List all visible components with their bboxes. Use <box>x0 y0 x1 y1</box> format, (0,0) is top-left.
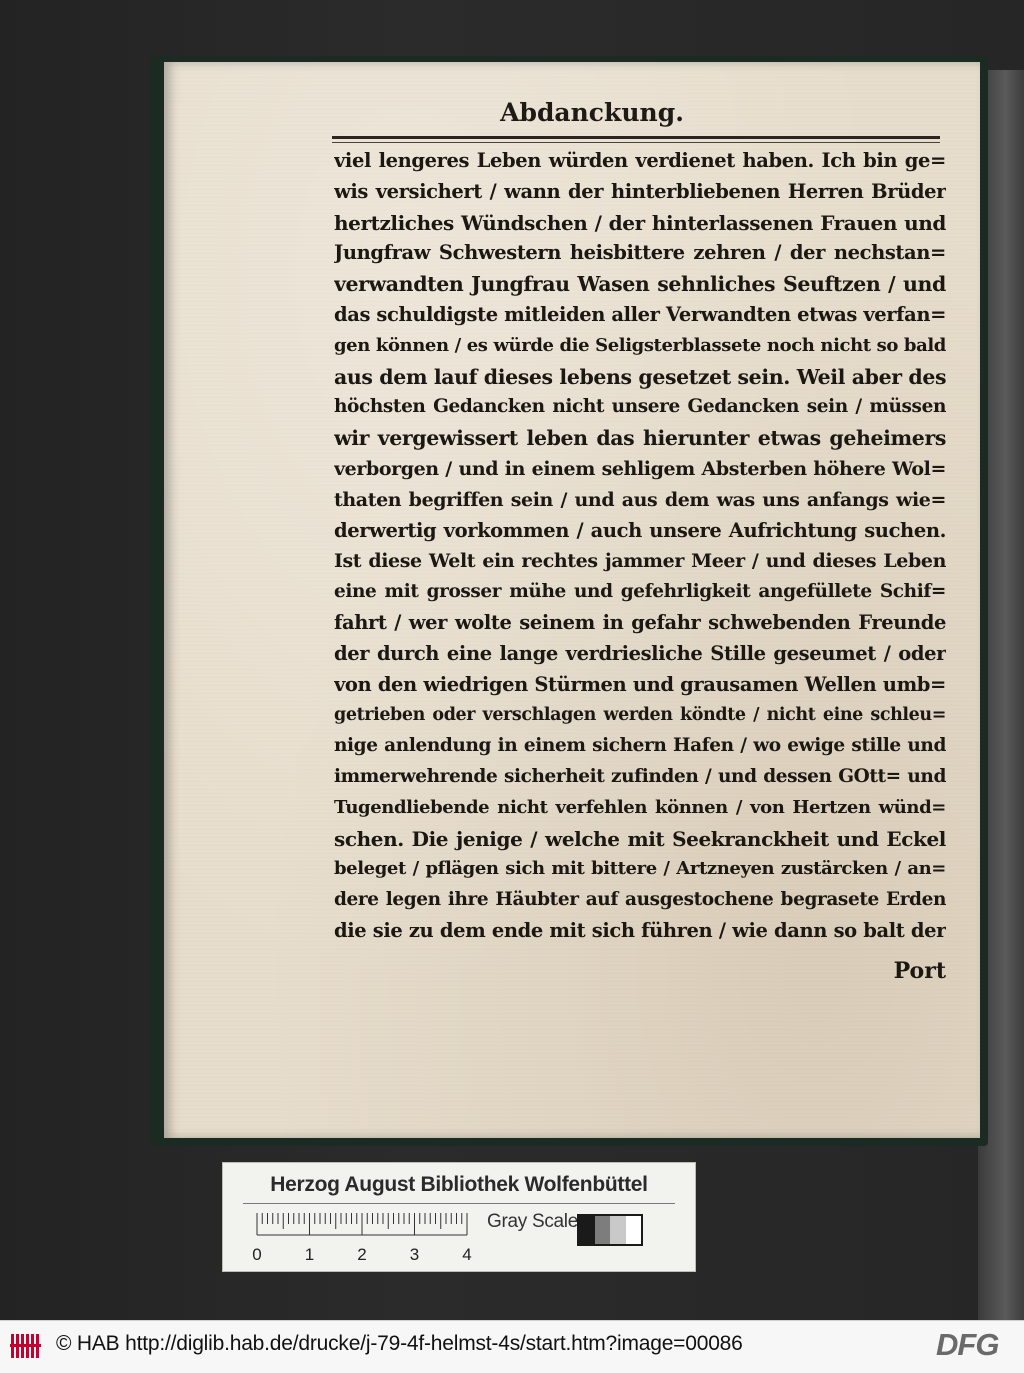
ruler-number: 3 <box>409 1245 420 1264</box>
gray-swatch <box>579 1216 595 1244</box>
text-line: aus dem lauf dieses lebens gesetzet sein. Weil aber des <box>334 364 946 389</box>
dfg-logo: DFG <box>936 1327 999 1362</box>
text-line: die sie zu dem ende mit sich führen / wie dann so balt der <box>334 918 946 942</box>
gray-swatch <box>626 1216 642 1244</box>
gray-swatch <box>595 1216 611 1244</box>
footer-bar <box>0 1320 1024 1373</box>
text-line: von den wiedrigen Stürmen und grausamen Wellen umb= <box>334 672 946 696</box>
head-rule <box>332 136 940 139</box>
body-text <box>334 146 946 947</box>
ruler-number: 1 <box>304 1245 315 1264</box>
running-head: Abdanckung. <box>500 98 684 127</box>
text-line: nige anlendung in einem sichern Hafen / wo ewige stille und <box>334 735 946 757</box>
ruler-number: 2 <box>357 1245 367 1264</box>
gray-scale-swatches <box>577 1214 643 1246</box>
text-line: thaten begriffen sein / und aus dem was uns anfangs wie= <box>334 488 946 511</box>
text-line: derwertig vorkommen / auch unsere Aufrichtung suchen. <box>334 518 946 542</box>
text-line: das schuldigste mitleiden aller Verwandten etwas verfan= <box>334 302 946 326</box>
text-line: viel lengeres Leben würden verdienet haben. Ich bin ge= <box>334 149 946 172</box>
text-line: Tugendliebende nicht verfehlen können / von Hertzen wünd= <box>334 796 946 818</box>
text-line: höchsten Gedancken nicht unsere Gedancken sein / müssen <box>334 396 946 418</box>
copyright-url: © HAB http://diglib.hab.de/drucke/j-79-4f-helmst-4s/start.htm?image=00086 <box>56 1332 743 1355</box>
book-page <box>164 62 980 1138</box>
text-line: hertzliches Wündschen / der hinterlassenen Frauen und <box>334 210 946 235</box>
hab-logo-icon <box>10 1331 44 1361</box>
institution-name: Herzog August Bibliothek Wolfenbüttel <box>270 1173 648 1196</box>
text-line: getrieben oder verschlagen werden köndte / nicht eine schleu= <box>334 705 946 726</box>
catchword: Port <box>893 958 946 984</box>
text-line: Ist diese Welt ein rechtes jammer Meer / und dieses Leben <box>334 550 946 573</box>
text-line: wir vergewissert leben das hierunter etwas geheimers <box>334 426 946 451</box>
text-line: fahrt / wer wolte seinem in gefahr schwebenden Freunde <box>334 610 946 634</box>
text-line: immerwehrende sicherheit zufinden / und dessen GOtt= und <box>334 765 946 787</box>
text-line: beleget / pflägen sich mit bittere / Artzneyen zustärcken / an= <box>334 858 946 880</box>
head-rule-thin <box>332 142 940 143</box>
text-line: Jungfraw Schwestern heisbittere zehren / der nechstan= <box>334 241 946 265</box>
color-calibration-card <box>222 1162 696 1272</box>
text-line: verwandten Jungfrau Wasen sehnliches Seuftzen / und <box>334 272 946 297</box>
text-line: dere legen ihre Häubter auf ausgestochene begrasete Erden <box>334 889 946 911</box>
text-line: gen können / es würde die Seligsterblassete noch nicht so bald <box>334 334 946 356</box>
ruler-number: 0 <box>252 1245 262 1264</box>
text-line: wis versichert / wann der hinterbliebenen Herren Brüder <box>334 179 946 203</box>
gray-swatch <box>610 1216 626 1244</box>
text-line: der durch eine lange verdriesliche Stille geseumet / oder <box>334 641 946 665</box>
text-line: eine mit grosser mühe und gefehrligkeit angefüllete Schif= <box>334 581 946 603</box>
text-line: verborgen / und in einem sehligem Absterben höhere Wol= <box>334 457 946 480</box>
gray-scale-label: Gray Scale <box>487 1211 578 1232</box>
ruler-number: 4 <box>462 1245 472 1264</box>
text-line: schen. Die jenige / welche mit Seekranckheit und Eckel <box>334 826 946 851</box>
